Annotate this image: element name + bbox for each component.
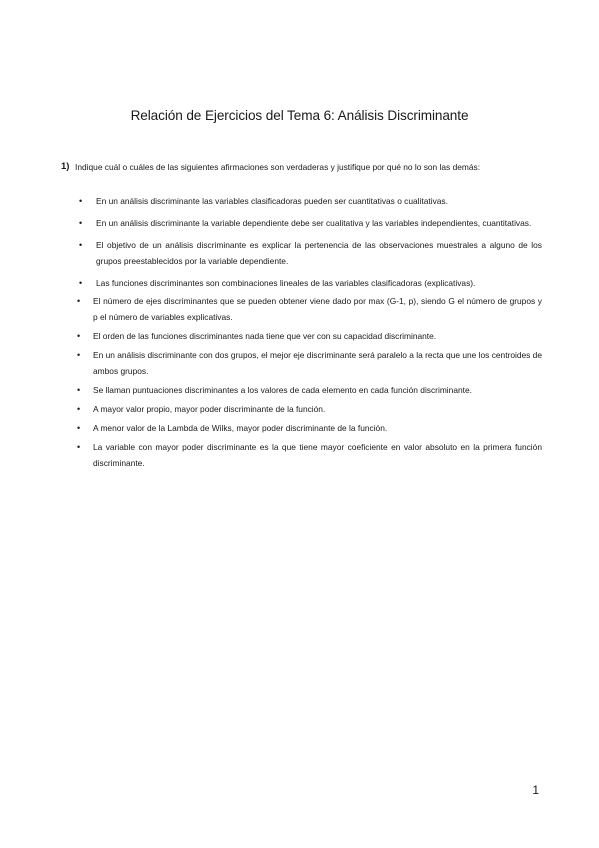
list-item [74, 382, 542, 398]
list-item-text: En un análisis discriminante las variables clasificadoras pueden ser cuantitativas o cualitativas. [96, 196, 448, 206]
bullet-icon: • [77, 423, 81, 433]
list-item-text: La variable con mayor poder discriminante es la que tiene mayor coeficiente en valor absoluto en la primera función discriminante. [93, 442, 542, 468]
list-item-text: En un análisis discriminante la variable dependiente debe ser cualitativa y las variables independientes, cuantitativas. [96, 218, 532, 228]
list-item [74, 439, 542, 471]
list-item [74, 328, 542, 344]
list-item [74, 401, 542, 417]
list-item [74, 215, 542, 231]
page-number: 1 [532, 783, 539, 797]
bullet-icon: • [77, 331, 81, 341]
question-text: Indique cuál o cuáles de las siguientes afirmaciones son verdaderas y justifique por qué no lo son las demás: [75, 162, 481, 172]
bullet-icon: • [79, 278, 83, 288]
list-item-text: Se llaman puntuaciones discriminantes a los valores de cada elemento en cada función discriminante. [93, 385, 472, 395]
list-item [74, 193, 542, 209]
list-item-text: A menor valor de la Lambda de Wilks, mayor poder discriminante de la función. [93, 423, 388, 433]
list-item-text: El objetivo de un análisis discriminante es explicar la pertenencia de las observaciones muestrales a alguno de los grupos preestablecidos por la variable dependiente. [96, 240, 542, 266]
bullet-icon: • [77, 350, 81, 360]
list-item-text: A mayor valor propio, mayor poder discriminante de la función. [93, 404, 326, 414]
bullet-icon: • [77, 385, 81, 395]
list-item-text: En un análisis discriminante con dos grupos, el mejor eje discriminante será paralelo a la recta que une los centroides de ambos grupos. [93, 350, 542, 376]
question-number: 1) [61, 161, 70, 172]
statement-list [74, 193, 542, 471]
list-item [74, 237, 542, 269]
list-item-text: El orden de las funciones discriminantes nada tiene que ver con su capacidad discriminante. [93, 331, 437, 341]
bullet-icon: • [79, 196, 83, 206]
list-item [74, 347, 542, 379]
page-title: Relación de Ejercicios del Tema 6: Análisis Discriminante [130, 108, 469, 123]
bullet-icon: • [77, 404, 81, 414]
bullet-icon: • [79, 240, 83, 250]
list-item-text: Las funciones discriminantes son combinaciones lineales de las variables clasificadoras (explicativas). [96, 278, 476, 288]
bullet-icon: • [77, 442, 81, 452]
bullet-icon: • [77, 296, 81, 306]
list-item-text: El número de ejes discriminantes que se pueden obtener viene dado por max (G-1, p), siendo G el número de grupos y p el número de variables explicativas. [93, 296, 542, 322]
bullet-icon: • [79, 218, 83, 228]
question-block [61, 159, 541, 175]
list-item [74, 293, 542, 325]
list-item [74, 420, 542, 436]
list-item [74, 275, 542, 291]
